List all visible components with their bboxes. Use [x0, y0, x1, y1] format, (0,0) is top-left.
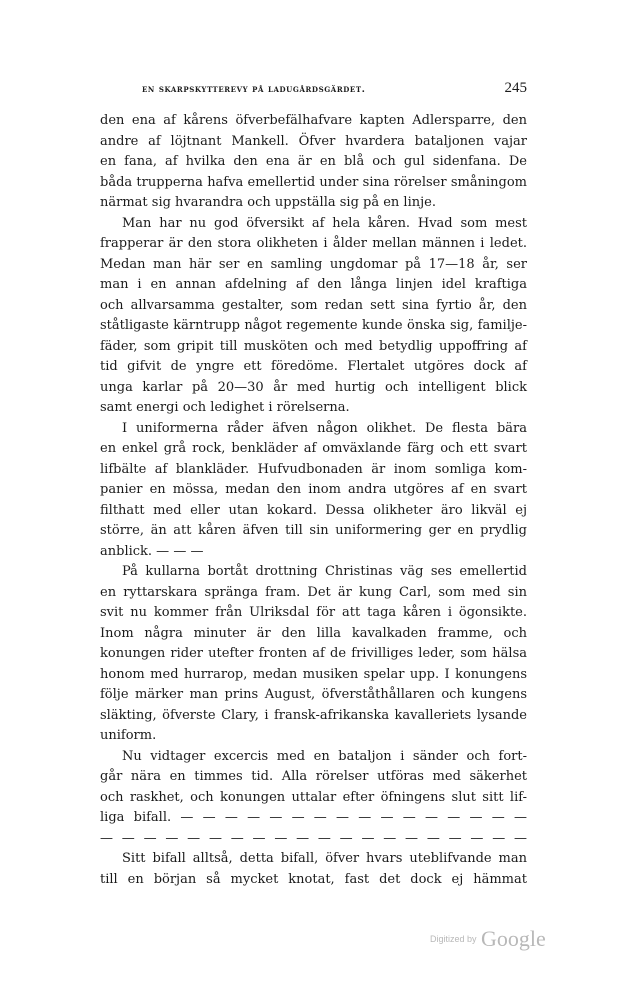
- text-line: Nu vidtager excercis med en bataljon i sänder och fort-: [122, 748, 527, 764]
- text-line: uniform.: [100, 728, 157, 743]
- text-line: anblick. — — —: [100, 543, 204, 559]
- text-line: tid gifvit de yngre ett föredöme. Flertalet utgöres dock af: [100, 359, 527, 374]
- text-line: På kullarna bortåt drottning Christinas väg ses emellertid: [122, 564, 527, 579]
- text-line: lifbälte af blankläder. Hufvudbonaden är inom somliga kom-: [100, 461, 527, 477]
- text-line: Man har nu god öfversikt af hela kåren. Hvad som mest: [122, 215, 527, 231]
- text-line: filthatt med eller utan kokard. Dessa olikheter äro likväl ej: [100, 502, 527, 518]
- text-line: man i en annan afdelning af den långa linjen idel kraftiga: [100, 277, 527, 292]
- text-line: den ena af kårens öfverbefälhafvare kapten Adlersparre, den: [100, 113, 527, 128]
- page-number: 245: [504, 80, 527, 96]
- text-line: fäder, som gripit till musköten och med betydlig uppoffring af: [100, 338, 527, 354]
- text-line: en fana, af hvilka den ena är en blå och gul sidenfana. De: [100, 154, 527, 169]
- text-line: Sitt bifall alltså, detta bifall, öfver hvars uteblifvande man: [122, 851, 527, 866]
- body-text: [100, 111, 527, 890]
- text-line: Inom några minuter är den lilla kavalkaden framme, och: [100, 625, 527, 641]
- text-line: en enkel grå rock, benkläder af omväxlande färg och ett svart: [100, 441, 527, 456]
- text-line: liga bifall. — — — — — — — — — — — — — — — —: [100, 810, 527, 825]
- watermark-prefix: Digitized by: [430, 934, 477, 944]
- text-line: frapperar är den stora olikheten i ålder mellan männen i ledet.: [100, 236, 527, 251]
- text-line: går nära en timmes tid. Alla rörelser utföras med säkerhet: [100, 769, 527, 784]
- text-line: I uniformerna råder äfven någon olikhet. De flesta bära: [122, 420, 527, 436]
- text-line: samt energi och ledighet i rörelserna.: [100, 400, 350, 415]
- text-line: till en början så mycket knotat, fast det dock ej hämmat: [100, 871, 527, 887]
- text-line: båda trupperna hafva emellertid under sina rörelser småningom: [100, 174, 527, 190]
- text-line: unga karlar på 20—30 år med hurtig och intelligent blick: [100, 379, 527, 395]
- text-line: och allvarsamma gestalter, som redan sett sina fyrtio år, den: [100, 297, 527, 313]
- google-logo: Google: [480, 926, 546, 951]
- text-line: konungen rider utefter fronten af de frivilliges leder, som hälsa: [100, 646, 527, 661]
- text-line: Medan man här ser en samling ungdomar på 17—18 år, ser: [100, 256, 527, 272]
- text-line: en ryttarskara spränga fram. Det är kung Carl, som med sin: [100, 584, 527, 600]
- text-line: panier en mössa, medan den inom andra utgöres af en svart: [100, 482, 527, 497]
- text-line: — — — — — — — — — — — — — — — — — — — —: [100, 830, 527, 846]
- text-line: släkting, öfverste Clary, i fransk-afrikanska kavalleriets lysande: [100, 707, 527, 723]
- digitized-watermark: [430, 926, 546, 952]
- text-line: följe märker man prins August, öfverståthållaren och kungens: [100, 687, 527, 702]
- running-title: en skarpskytterevy på ladugårdsgärdet.: [142, 84, 366, 95]
- text-line: honom med hurrarop, medan musiken spelar upp. I konungens: [100, 666, 527, 682]
- text-line: andre af löjtnant Mankell. Öfver hvardera bataljonen vajar: [100, 133, 527, 149]
- running-header: [100, 82, 527, 100]
- text-line: svit nu kommer från Ulriksdal för att taga kåren i ögonsikte.: [100, 605, 527, 620]
- text-line: ståtligaste kärntrupp något regemente kunde önska sig, familje-: [100, 318, 527, 333]
- text-line: och raskhet, och konungen uttalar efter öfningens slut sitt lif-: [100, 789, 527, 805]
- text-line: större, än att kåren äfven till sin uniformering ger en prydlig: [100, 523, 527, 538]
- text-line: närmat sig hvarandra och uppställa sig på en linje.: [100, 195, 436, 210]
